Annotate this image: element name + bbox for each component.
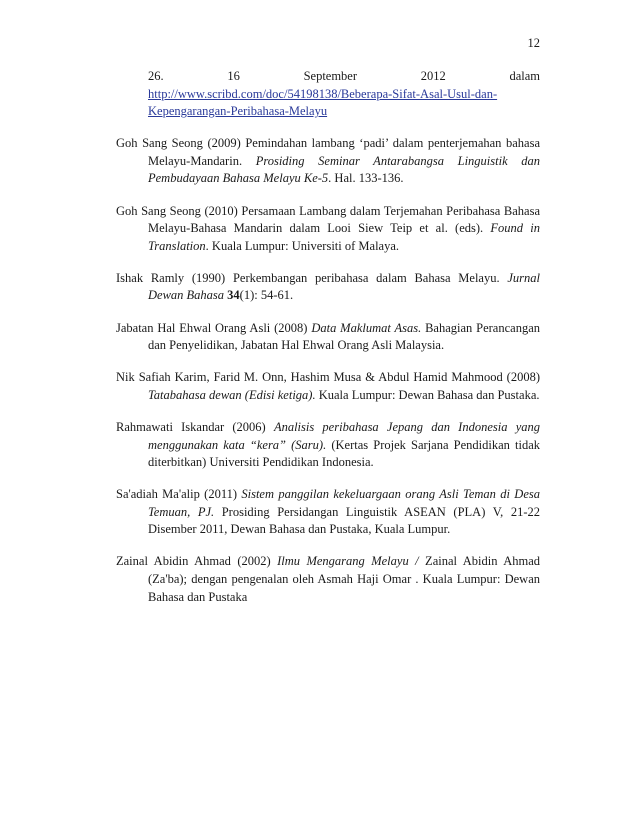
reference-text: Goh Sang Seong (2009) Pemindahan lambang ‘padi’ dalam penterjemahan bahasa Melayu-Mandarin. xyxy=(116,136,540,168)
reference-entry xyxy=(116,203,540,256)
reference-title: Found in Translation xyxy=(148,221,541,253)
reference-entry xyxy=(116,320,540,355)
reference-title: Data Maklumat Asas. xyxy=(311,320,422,335)
reference-tail: Zainal Abidin Ahmad (Za'ba); dengan pengenalan oleh Asmah Haji Omar . Kuala Lumpur: Dewan Bahasa dan Pustaka xyxy=(148,554,540,604)
reference-list xyxy=(116,68,540,621)
reference-title: Sistem panggilan kekeluargaan orang Asli Teman di Desa Temuan, PJ. xyxy=(148,487,540,519)
page-number: 12 xyxy=(527,36,540,50)
reference-entry xyxy=(116,553,540,606)
reference-tail: . Hal. 133-136. xyxy=(328,171,404,186)
reference-entry xyxy=(116,270,540,305)
reference-entry xyxy=(116,419,540,472)
reference-text: Rahmawati Iskandar (2006) xyxy=(116,419,274,434)
reference-text: Goh Sang Seong (2010) Persamaan Lambang dalam Terjemahan Peribahasa Bahasa Melayu-Bahasa Mandarin dalam Looi Siew Teip et al. (eds). xyxy=(116,203,540,236)
reference-text: Zainal Abidin Ahmad (2002) xyxy=(116,554,278,569)
reference-title: Prosiding Seminar Antarabangsa Linguistik dan Pembudayaan Bahasa Melayu Ke-5 xyxy=(148,153,540,186)
reference-title: Tatabahasa dewan (Edisi ketiga). xyxy=(148,387,316,402)
reference-volume: 34 xyxy=(224,288,240,303)
reference-title: Jurnal Dewan Bahasa xyxy=(148,270,540,303)
reference-tail: (1): 54-61. xyxy=(239,288,294,303)
reference-title: Ilmu Mengarang Melayu / xyxy=(277,554,419,569)
reference-entry-continued xyxy=(116,68,540,121)
reference-entry xyxy=(116,135,540,188)
reference-entry xyxy=(116,486,540,539)
reference-tail: Prosiding Persidangan Linguistik ASEAN (PLA) V, 21-22 Disember 2011, Dewan Bahasa dan Pustaka, Kuala Lumpur. xyxy=(148,504,540,537)
reference-url-link[interactable]: http://www.scribd.com/doc/54198138/Beberapa-Sifat-Asal-Usul-dan-Kepengarangan-Peribahasa-Melayu xyxy=(148,86,498,119)
reference-text: Ishak Ramly (1990) Perkembangan peribahasa dalam Bahasa Melayu. xyxy=(116,270,508,285)
reference-text: Sa'adiah Ma'alip (2011) xyxy=(116,487,242,502)
reference-tail: . Kuala Lumpur: Universiti of Malaya. xyxy=(205,238,400,253)
reference-text: 26. 16 September 2012 dalam xyxy=(148,69,540,83)
reference-text: Nik Safiah Karim, Farid M. Onn, Hashim Musa & Abdul Hamid Mahmood (2008) xyxy=(116,370,540,385)
reference-tail: (Kertas Projek Sarjana Pendidikan tidak diterbitkan) Universiti Pendidikan Indonesia. xyxy=(148,437,540,470)
reference-title: Analisis peribahasa Jepang dan Indonesia yang menggunakan kata “kera” (Saru). xyxy=(148,419,540,452)
reference-entry xyxy=(116,369,540,404)
reference-tail: Bahagian Perancangan dan Penyelidikan, Jabatan Hal Ehwal Orang Asli Malaysia. xyxy=(148,320,541,353)
reference-text: Jabatan Hal Ehwal Orang Asli (2008) xyxy=(116,320,312,335)
reference-tail: Kuala Lumpur: Dewan Bahasa dan Pustaka. xyxy=(315,387,540,402)
